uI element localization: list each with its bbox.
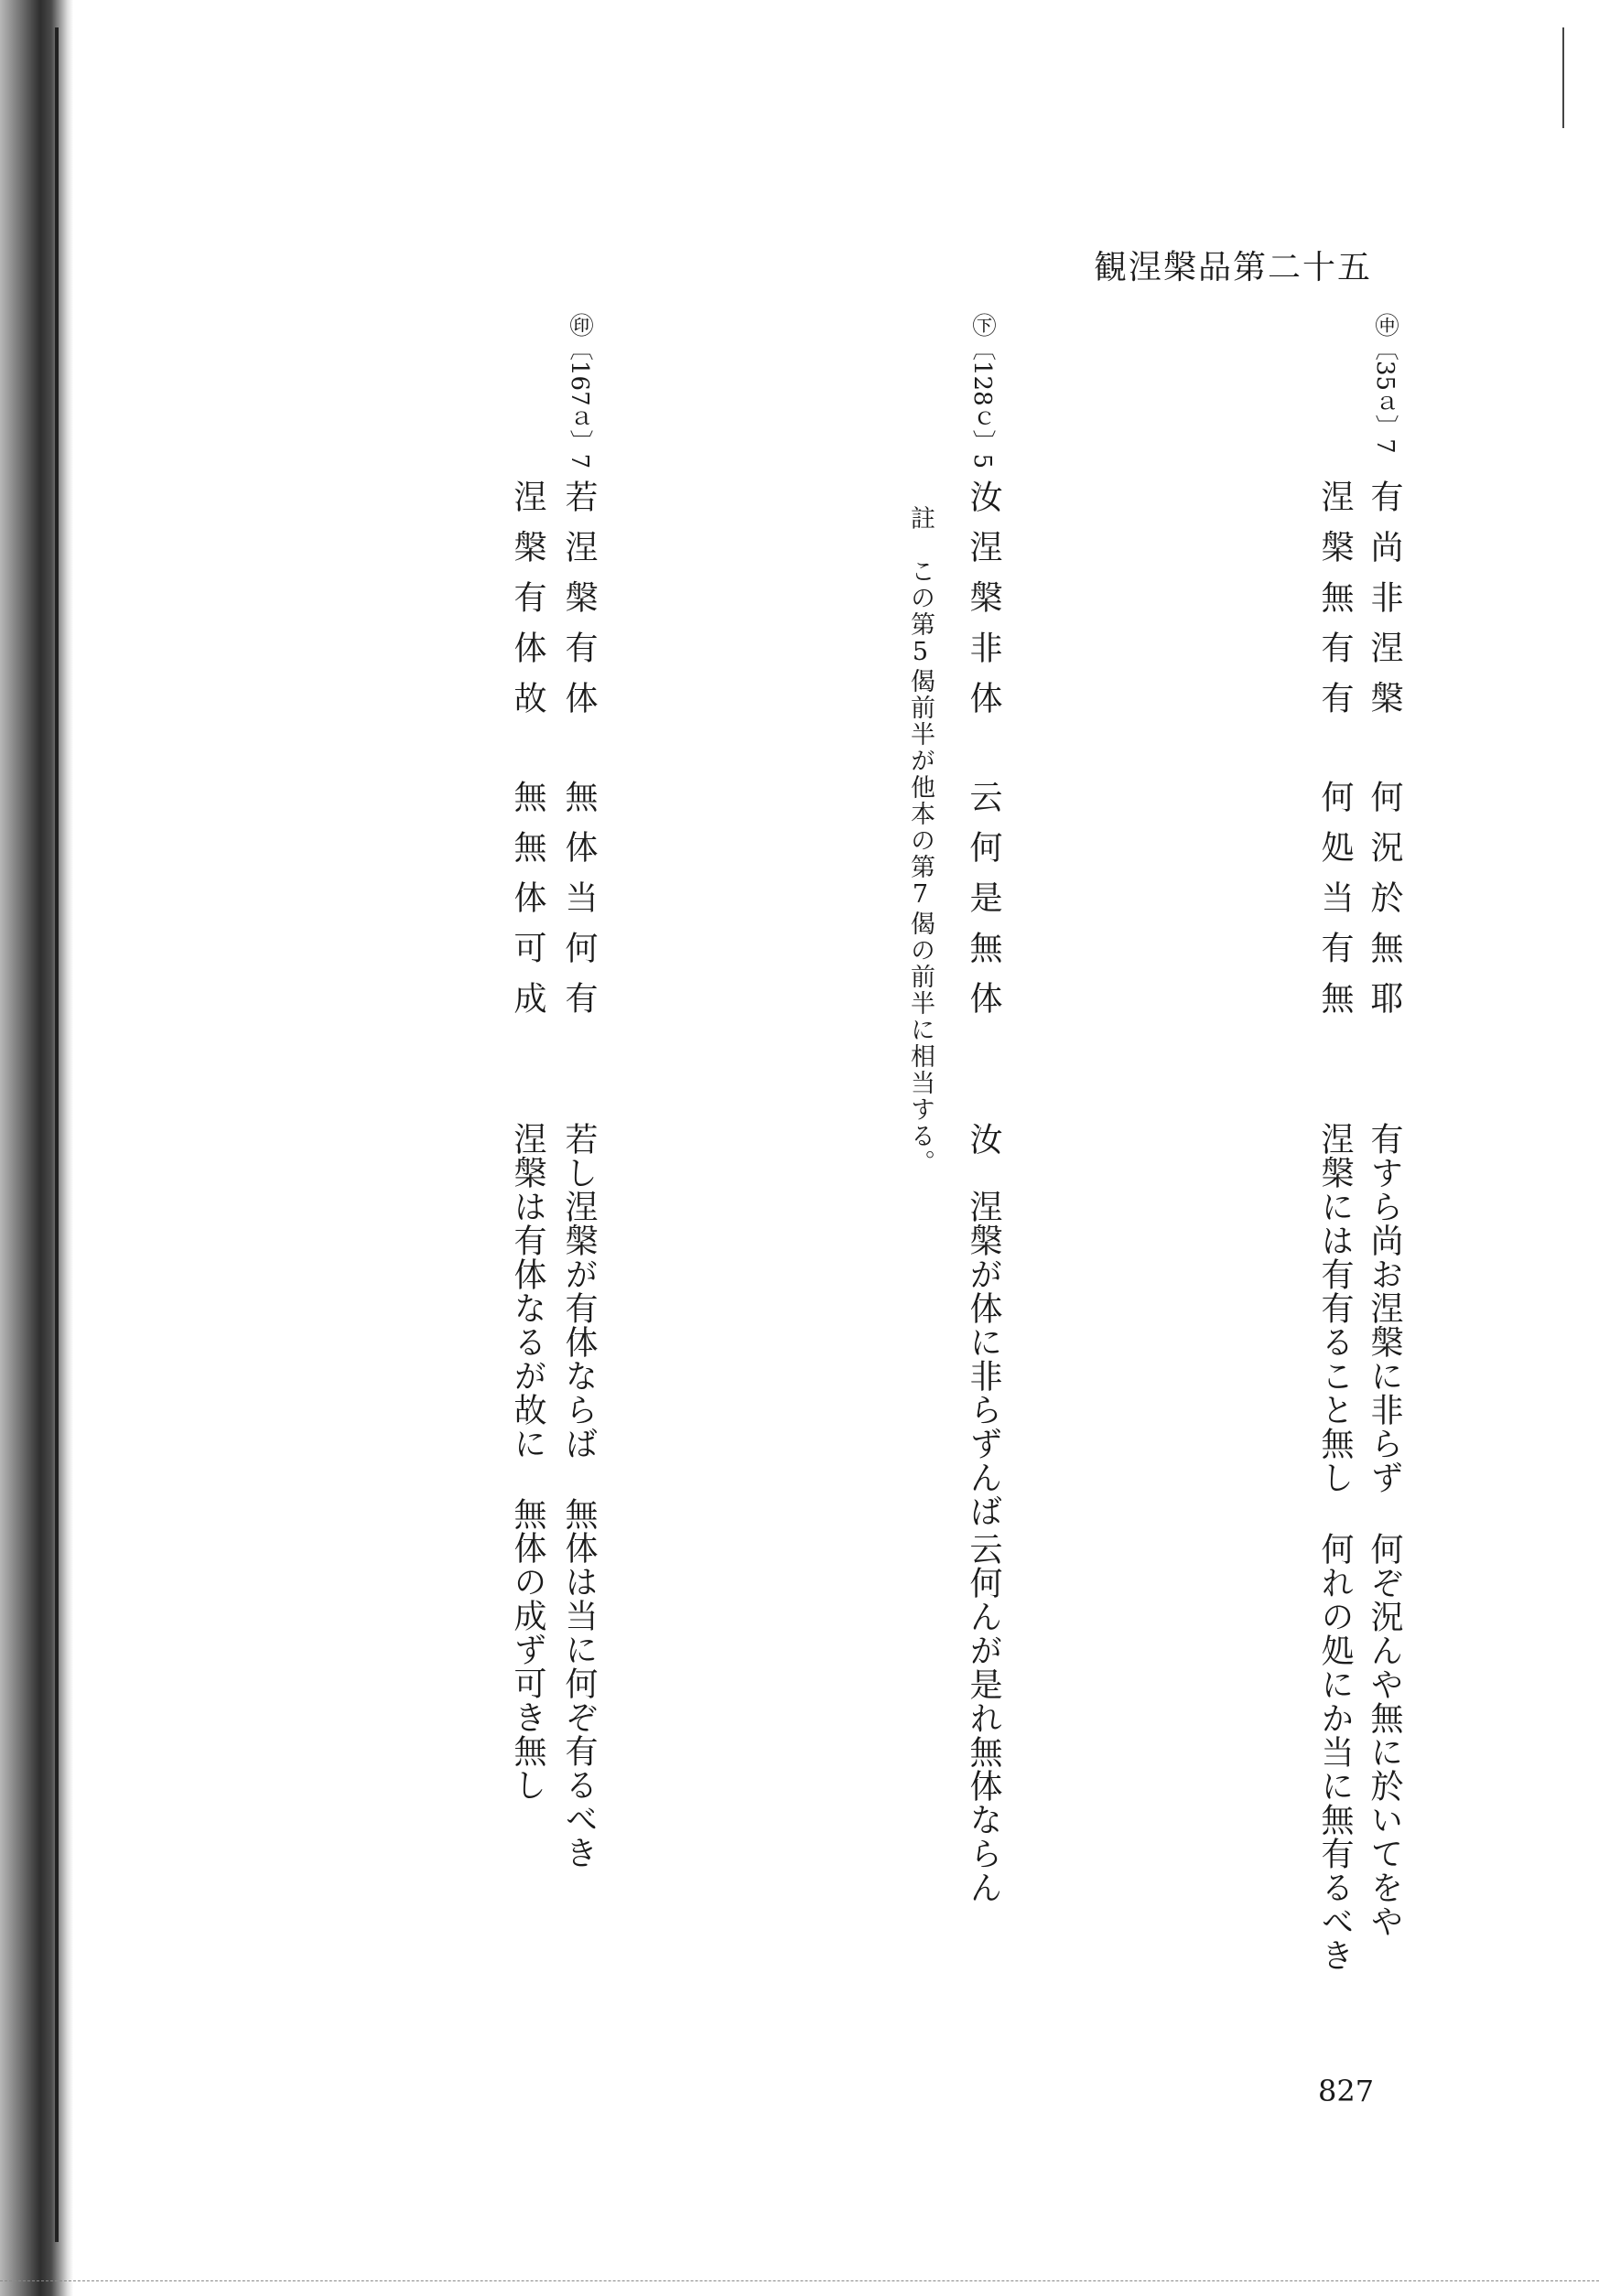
verse1-line1-a: 有尚非涅槃 [1366, 480, 1403, 731]
verse3-line1-a: 若涅槃有体 [560, 480, 598, 731]
verse2-line1-b: 云何是無体 [965, 780, 1002, 1031]
verse3-translation1-b: 無体は当に何ぞ有るべき [560, 1497, 598, 1870]
book-binding-shadow [0, 0, 73, 2296]
verse2-translation1-a: 汝 涅槃が体に非らずんば [965, 1122, 1002, 1528]
verse1-source-mark: ㊥〔35ａ〕7 [1371, 313, 1399, 454]
verse1-translation1-a: 有すら尚お涅槃に非らず [1366, 1122, 1403, 1494]
verse2-footnote: 註 この第5偈前半が他本の第7偈の前半に相当する。 [906, 505, 935, 1176]
verse1-translation2-a: 涅槃には有有ること無し [1316, 1122, 1354, 1494]
page-number: 827 [1318, 2074, 1375, 2108]
verse3-translation1-a: 若し涅槃が有体ならば [560, 1122, 598, 1461]
page-edge-mark [1562, 27, 1564, 128]
chapter-title: 観涅槃品第二十五 [1093, 249, 1372, 286]
verse1-translation2-b: 何れの処にか当に無有るべき [1316, 1532, 1354, 1972]
verse1-line2-b: 何処当有無 [1316, 780, 1354, 1031]
verse3-line2-a: 涅槃有体故 [509, 480, 546, 731]
verse2-translation1-b: 云何んが是れ無体ならん [965, 1532, 1002, 1904]
verse1-line2-a: 涅槃無有有 [1316, 480, 1354, 731]
verse3-line1-b: 無体当何有 [560, 780, 598, 1031]
verse2-line1-a: 汝涅槃非体 [965, 480, 1002, 731]
binding-edge-line [55, 27, 59, 2242]
verse3-line2-b: 無無体可成 [509, 780, 546, 1031]
verse3-translation2-b: 無体の成ず可き無し [509, 1497, 546, 1802]
verse1-line1-b: 何況於無耶 [1366, 780, 1403, 1031]
scan-footer-rule [0, 2280, 1599, 2282]
verse1-translation1-b: 何ぞ況んや無に於いてをや [1366, 1532, 1403, 1938]
verse3-source-mark: ㊞〔167ａ〕7 [566, 313, 593, 469]
verse3-translation2-a: 涅槃は有体なるが故に [509, 1122, 546, 1461]
verse2-source-mark: ㊦〔128ｃ〕5 [968, 313, 996, 469]
